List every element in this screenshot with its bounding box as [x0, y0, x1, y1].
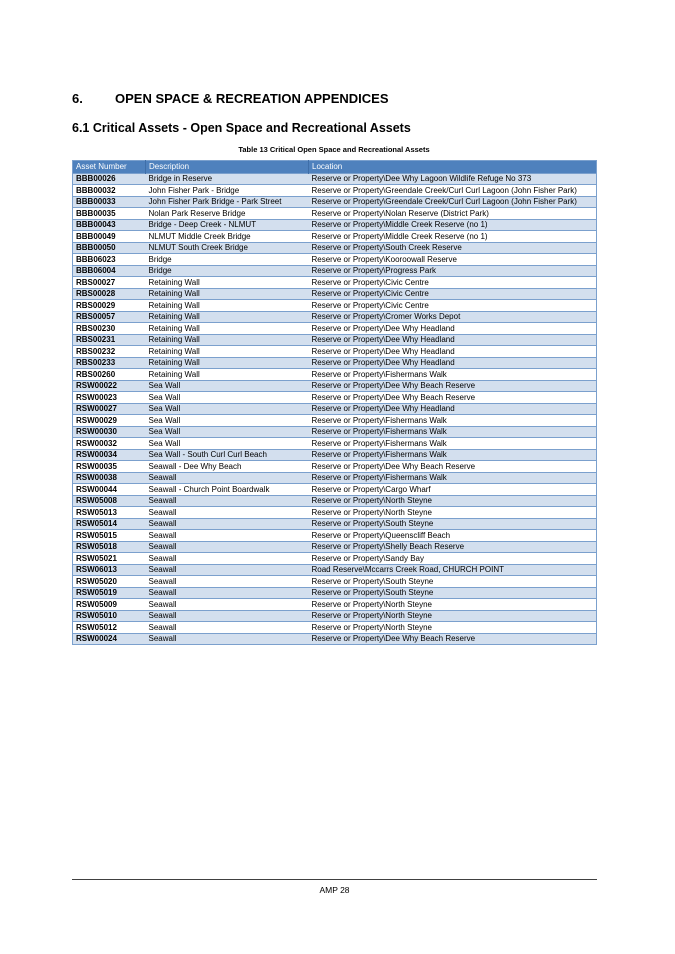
- table-row: [73, 518, 597, 530]
- asset-number-cell: RBS00029: [76, 300, 116, 310]
- description-cell: Sea Wall: [148, 438, 181, 448]
- location-cell: Reserve or Property\Dee Why Headland: [311, 335, 455, 344]
- table-row: [73, 277, 597, 289]
- location-cell: Reserve or Property\North Steyne: [311, 622, 432, 632]
- table-row: [73, 323, 597, 335]
- asset-number-cell: BBB00026: [76, 174, 116, 183]
- asset-number-cell: BBB06023: [76, 254, 116, 264]
- description-cell: Sea Wall: [148, 392, 181, 402]
- description-cell: Seawall: [148, 496, 177, 505]
- asset-number-cell: RSW05008: [76, 496, 117, 505]
- table-row: [73, 208, 597, 220]
- description-cell: Seawall: [148, 507, 177, 517]
- location-cell: Reserve or Property\South Steyne: [311, 576, 434, 586]
- location-cell: Reserve or Property\Civic Centre: [311, 300, 429, 310]
- table-row: [73, 311, 597, 323]
- table-header-row: [73, 161, 597, 174]
- table-row: [73, 242, 597, 254]
- description-cell: Sea Wall: [148, 427, 181, 436]
- location-cell: Reserve or Property\Dee Why Beach Reserve: [311, 381, 476, 390]
- column-header-asset-number: Asset Number: [73, 161, 146, 174]
- asset-number-cell: RSW05018: [76, 542, 117, 551]
- table-row: [73, 541, 597, 553]
- asset-number-cell: RSW05021: [76, 553, 117, 563]
- asset-number-cell: RSW00038: [76, 473, 117, 482]
- location-cell: Reserve or Property\Middle Creek Reserve (no 1): [311, 231, 488, 241]
- asset-number-cell: BBB00035: [76, 208, 116, 218]
- description-cell: Retaining Wall: [148, 300, 200, 310]
- asset-number-cell: RSW00034: [76, 450, 117, 459]
- table-row: [73, 461, 597, 473]
- table-row: [73, 300, 597, 312]
- description-cell: Bridge: [148, 266, 172, 275]
- table-row: [73, 357, 597, 369]
- description-cell: Retaining Wall: [148, 312, 200, 321]
- location-cell: Reserve or Property\Dee Why Headland: [311, 358, 455, 367]
- asset-number-cell: RSW06013: [76, 565, 117, 574]
- assets-table-body: [73, 173, 597, 645]
- table-row: [73, 564, 597, 576]
- column-header-description: Description: [146, 161, 309, 174]
- table-row: [73, 265, 597, 277]
- table-row: [73, 231, 597, 243]
- section-title: OPEN SPACE & RECREATION APPENDICES: [115, 91, 389, 106]
- location-cell: Reserve or Property\Queenscliff Beach: [311, 530, 451, 540]
- footer-divider: [72, 879, 597, 880]
- table-row: [73, 219, 597, 231]
- asset-number-cell: RSW00022: [76, 381, 117, 390]
- asset-number-cell: RSW05013: [76, 507, 117, 517]
- description-cell: Seawall - Dee Why Beach: [148, 461, 242, 471]
- description-cell: NLMUT South Creek Bridge: [148, 243, 248, 252]
- location-cell: Reserve or Property\Greendale Creek/Curl Curl Lagoon (John Fisher Park): [311, 185, 577, 195]
- description-cell: Sea Wall: [148, 404, 181, 413]
- description-cell: Retaining Wall: [148, 346, 200, 356]
- asset-number-cell: RSW00030: [76, 427, 117, 436]
- location-cell: Reserve or Property\Dee Why Beach Reserve: [311, 461, 476, 471]
- location-cell: Reserve or Property\North Steyne: [311, 496, 432, 505]
- description-cell: John Fisher Park Bridge - Park Street: [148, 197, 282, 206]
- section-heading: [72, 91, 389, 106]
- asset-number-cell: RSW05010: [76, 611, 117, 620]
- description-cell: Retaining Wall: [148, 358, 200, 367]
- description-cell: Retaining Wall: [148, 369, 200, 379]
- table-row: [73, 530, 597, 542]
- asset-number-cell: BBB06004: [76, 266, 116, 275]
- asset-number-cell: RBS00260: [76, 369, 116, 379]
- location-cell: Reserve or Property\Cargo Wharf: [311, 484, 431, 494]
- description-cell: Seawall: [148, 553, 177, 563]
- location-cell: Road Reserve\Mccarrs Creek Road, CHURCH POINT: [311, 565, 504, 574]
- location-cell: Reserve or Property\South Creek Reserve: [311, 243, 462, 252]
- subsection-heading: 6.1 Critical Assets - Open Space and Recreational Assets: [72, 121, 411, 135]
- table-row: [73, 288, 597, 300]
- description-cell: Seawall: [148, 542, 177, 551]
- description-cell: Seawall: [148, 588, 177, 597]
- description-cell: Retaining Wall: [148, 335, 200, 344]
- table-row: [73, 599, 597, 611]
- asset-number-cell: BBB00043: [76, 220, 116, 229]
- column-header-location: Location: [309, 161, 597, 174]
- description-cell: Seawall - Church Point Boardwalk: [148, 484, 270, 494]
- table-row: [73, 507, 597, 519]
- description-cell: Seawall: [148, 611, 177, 620]
- table-row: [73, 392, 597, 404]
- table-row: [73, 380, 597, 392]
- location-cell: Reserve or Property\Dee Why Headland: [311, 323, 455, 333]
- asset-number-cell: RSW05014: [76, 519, 117, 528]
- location-cell: Reserve or Property\North Steyne: [311, 599, 432, 609]
- description-cell: Retaining Wall: [148, 289, 200, 298]
- description-cell: NLMUT Middle Creek Bridge: [148, 231, 251, 241]
- table-row: [73, 576, 597, 588]
- description-cell: Bridge in Reserve: [148, 174, 213, 183]
- description-cell: Seawall: [148, 530, 177, 540]
- location-cell: Reserve or Property\Fishermans Walk: [311, 415, 447, 425]
- table-row: [73, 633, 597, 645]
- location-cell: Reserve or Property\Shelly Beach Reserve: [311, 542, 465, 551]
- asset-number-cell: BBB00050: [76, 243, 116, 252]
- asset-number-cell: RBS00057: [76, 312, 116, 321]
- location-cell: Reserve or Property\Fishermans Walk: [311, 427, 447, 436]
- location-cell: Reserve or Property\South Steyne: [311, 519, 434, 528]
- table-row: [73, 587, 597, 599]
- description-cell: Retaining Wall: [148, 277, 200, 287]
- location-cell: Reserve or Property\Fishermans Walk: [311, 473, 447, 482]
- table-row: [73, 426, 597, 438]
- location-cell: Reserve or Property\Dee Why Headland: [311, 346, 455, 356]
- location-cell: Reserve or Property\North Steyne: [311, 611, 432, 620]
- location-cell: Reserve or Property\Fishermans Walk: [311, 438, 447, 448]
- table-row: [73, 553, 597, 565]
- location-cell: Reserve or Property\Middle Creek Reserve (no 1): [311, 220, 488, 229]
- table-row: [73, 173, 597, 185]
- asset-number-cell: RBS00028: [76, 289, 116, 298]
- table-row: [73, 369, 597, 381]
- table-row: [73, 495, 597, 507]
- location-cell: Reserve or Property\Dee Why Beach Reserve: [311, 392, 476, 402]
- table-row: [73, 403, 597, 415]
- asset-number-cell: BBB00049: [76, 231, 116, 241]
- description-cell: Bridge - Deep Creek - NLMUT: [148, 220, 257, 229]
- table-row: [73, 622, 597, 634]
- asset-number-cell: RBS00231: [76, 335, 116, 344]
- table-row: [73, 484, 597, 496]
- table-row: [73, 438, 597, 450]
- table-row: [73, 346, 597, 358]
- table-caption: Table 13 Critical Open Space and Recreational Assets: [238, 145, 430, 154]
- description-cell: Seawall: [148, 599, 177, 609]
- table-row: [73, 254, 597, 266]
- asset-number-cell: RBS00232: [76, 346, 116, 356]
- asset-number-cell: RSW05020: [76, 576, 117, 586]
- location-cell: Reserve or Property\South Steyne: [311, 588, 434, 597]
- location-cell: Reserve or Property\Progress Park: [311, 266, 436, 275]
- location-cell: Reserve or Property\Sandy Bay: [311, 553, 424, 563]
- location-cell: Reserve or Property\Civic Centre: [311, 277, 429, 287]
- description-cell: Sea Wall - South Curl Curl Beach: [148, 450, 267, 459]
- asset-number-cell: RSW05009: [76, 599, 117, 609]
- description-cell: Seawall: [148, 519, 177, 528]
- location-cell: Reserve or Property\North Steyne: [311, 507, 432, 517]
- description-cell: Sea Wall: [148, 381, 181, 390]
- critical-assets-table: [72, 160, 597, 645]
- asset-number-cell: RSW05012: [76, 622, 117, 632]
- location-cell: Reserve or Property\Dee Why Lagoon Wildlife Refuge No 373: [311, 174, 532, 183]
- asset-number-cell: BBB00032: [76, 185, 116, 195]
- location-cell: Reserve or Property\Cromer Works Depot: [311, 312, 461, 321]
- table-row: [73, 472, 597, 484]
- location-cell: Reserve or Property\Kooroowall Reserve: [311, 254, 457, 264]
- asset-number-cell: RBS00230: [76, 323, 116, 333]
- description-cell: Retaining Wall: [148, 323, 200, 333]
- asset-number-cell: RSW00023: [76, 392, 117, 402]
- asset-number-cell: RSW00024: [76, 634, 117, 643]
- table-row: [73, 196, 597, 208]
- location-cell: Reserve or Property\Greendale Creek/Curl Curl Lagoon (John Fisher Park): [311, 197, 577, 206]
- description-cell: Seawall: [148, 622, 177, 632]
- asset-number-cell: RSW00044: [76, 484, 117, 494]
- asset-number-cell: RSW05019: [76, 588, 117, 597]
- description-cell: Seawall: [148, 473, 177, 482]
- location-cell: Reserve or Property\Civic Centre: [311, 289, 429, 298]
- location-cell: Reserve or Property\Fishermans Walk: [311, 450, 447, 459]
- description-cell: Seawall: [148, 576, 177, 586]
- asset-number-cell: RBS00233: [76, 358, 116, 367]
- table-row: [73, 415, 597, 427]
- description-cell: John Fisher Park - Bridge: [148, 185, 240, 195]
- page-footer: AMP 28: [319, 885, 350, 895]
- asset-number-cell: RBS00027: [76, 277, 116, 287]
- description-cell: Nolan Park Reserve Bridge: [148, 208, 246, 218]
- description-cell: Seawall: [148, 634, 177, 643]
- asset-number-cell: BBB00033: [76, 197, 116, 206]
- asset-number-cell: RSW05015: [76, 530, 117, 540]
- section-number: 6.: [72, 91, 83, 106]
- description-cell: Seawall: [148, 565, 177, 574]
- table-row: [73, 610, 597, 622]
- description-cell: Sea Wall: [148, 415, 181, 425]
- location-cell: Reserve or Property\Fishermans Walk: [311, 369, 447, 379]
- asset-number-cell: RSW00029: [76, 415, 117, 425]
- table-row: [73, 449, 597, 461]
- table-row: [73, 185, 597, 197]
- location-cell: Reserve or Property\Dee Why Headland: [311, 404, 455, 413]
- location-cell: Reserve or Property\Nolan Reserve (District Park): [311, 208, 489, 218]
- location-cell: Reserve or Property\Dee Why Beach Reserve: [311, 634, 476, 643]
- asset-number-cell: RSW00027: [76, 404, 117, 413]
- description-cell: Bridge: [148, 254, 172, 264]
- asset-number-cell: RSW00032: [76, 438, 117, 448]
- table-row: [73, 334, 597, 346]
- asset-number-cell: RSW00035: [76, 461, 117, 471]
